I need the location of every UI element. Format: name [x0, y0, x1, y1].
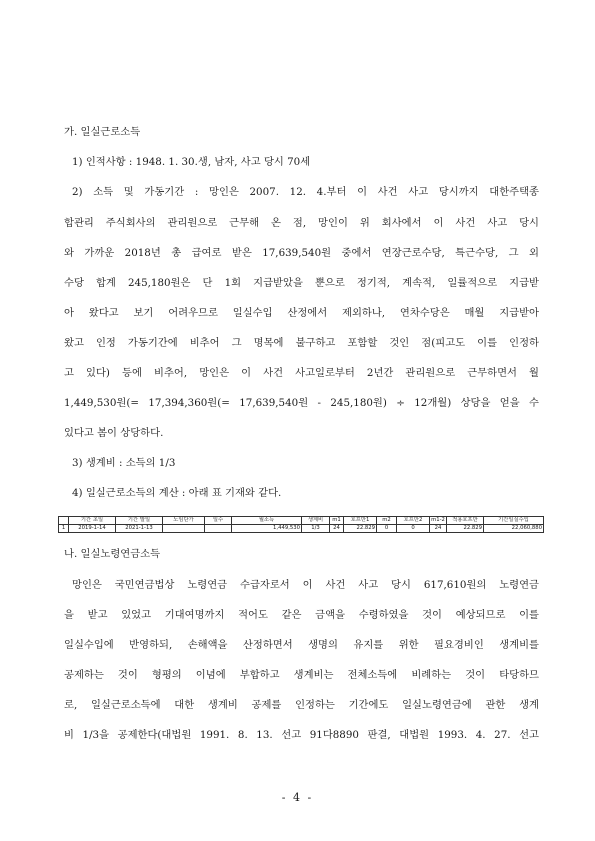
- page-number: - 4 -: [281, 791, 314, 804]
- item2-line: 1,449,530원(= 17,394,360원(= 17,639,540원 - 245,180원) ÷ 12개월) 상당을 얻을 수: [64, 397, 539, 409]
- item3-living-cost: 3) 생계비 : 소득의 1/3: [72, 457, 176, 469]
- section-b-heading: 나. 일실노령연금소득: [64, 548, 161, 560]
- item2-line: 아 왔다고 보기 어려우므로 일실수입 산정에서 제외하나, 연차수당은 매월 지급받아: [64, 307, 539, 319]
- table-cell: 22,060,880: [484, 525, 544, 533]
- table-header-cell: 기간 초일: [69, 517, 116, 525]
- table-header-row: [59, 517, 544, 525]
- table-header-cell: 기간 말일: [116, 517, 163, 525]
- item2-line: 왔고 인정 가동기간에 비추어 그 명목에 불구하고 포함할 것인 점(피고도 이를 인정하: [64, 337, 539, 349]
- item1-personal-info: 1) 인적사항 : 1948. 1. 30.생, 남자, 사고 당시 70세: [72, 156, 311, 168]
- table-header-cell: m2: [377, 517, 397, 525]
- table-header-cell: 생계비: [302, 517, 330, 525]
- item2-line: 수당 합계 245,180원은 단 1회 지급받았을 뿐으로 정기적, 계속적, 일률적으로 지급받: [64, 277, 539, 289]
- table-cell: 24: [330, 525, 344, 533]
- table-cell: 0: [377, 525, 397, 533]
- table-header-cell: 일수: [205, 517, 232, 525]
- table-header-cell: 월소득: [232, 517, 302, 525]
- section-b-line: 로, 일실근로소득에 대한 생계비 공제를 인정하는 기간에도 일실노령연금에 관한 생계: [64, 699, 539, 711]
- table-cell: 1,449,530: [232, 525, 302, 533]
- table-header-cell: 기간일실수입: [484, 517, 544, 525]
- table-header-cell: 노임단가: [163, 517, 205, 525]
- section-b-line: 망인은 국민연금법상 노령연금 수급자로서 이 사건 사고 당시 617,610원의 노령연금: [72, 579, 539, 591]
- lost-income-table: [58, 516, 544, 533]
- section-b-line: 일실수입에 반영하되, 손해액을 산정하면서 생명의 유지를 위한 필요경비인 생계비를: [64, 639, 539, 651]
- section-b-line: 을 받고 있었고 기대여명까지 적어도 같은 금액을 수령하였을 것이 예상되므로 이를: [64, 609, 539, 621]
- table-header-cell: 적용호프만: [447, 517, 484, 525]
- table-header-cell: m1-2: [431, 517, 445, 523]
- table-cell: 2019-1-14: [69, 525, 116, 533]
- item2-line: 고 있다) 등에 비추어, 망인은 이 사건 사고일로부터 2년간 관리원으로 근무하면서 월: [64, 367, 539, 379]
- table-cell: 22.829: [447, 525, 484, 533]
- table-header-cell: [59, 517, 69, 525]
- section-b-line: 비 1/3을 공제한다(대법원 1991. 8. 13. 선고 91다8890 판결, 대법원 1993. 4. 27. 선고: [64, 729, 539, 741]
- table-cell: 1: [59, 525, 69, 533]
- item2-line: 와 가까운 2018년 총 급여로 받은 17,639,540원 중에서 연장근로수당, 특근수당, 그 외: [64, 247, 539, 259]
- section-b-line: 공제하는 것이 형평의 이념에 부합하고 생계비는 전체소득에 비례하는 것이 타당하므: [64, 669, 539, 681]
- item2-line: 합관리 주식회사의 관리원으로 근무해 온 점, 망인이 위 회사에서 이 사건 사고 당시: [64, 217, 539, 229]
- table-cell: [205, 525, 232, 533]
- item2-line: 2) 소득 및 가동기간 : 망인은 2007. 12. 4.부터 이 사건 사고 당시까지 대한주택종: [72, 186, 539, 198]
- table-cell: 0: [397, 525, 430, 533]
- table-cell: 22.829: [344, 525, 377, 533]
- item4-calculation: 4) 일실근로소득의 계산 : 아래 표 기재와 같다.: [72, 487, 282, 499]
- table-cell: [163, 525, 205, 533]
- table-cell: 2021-1-13: [116, 525, 163, 533]
- table-cell: 24: [430, 525, 447, 533]
- table-cell: 1/3: [302, 525, 330, 533]
- table-header-cell: m1: [330, 517, 344, 525]
- table-row: [59, 525, 544, 533]
- table-header-cell: 호프만2: [397, 517, 430, 525]
- table-header-cell: 호프만1: [344, 517, 377, 525]
- item2-line: 있다고 봄이 상당하다.: [64, 427, 164, 439]
- section-a-heading: 가. 일실근로소득: [64, 126, 141, 138]
